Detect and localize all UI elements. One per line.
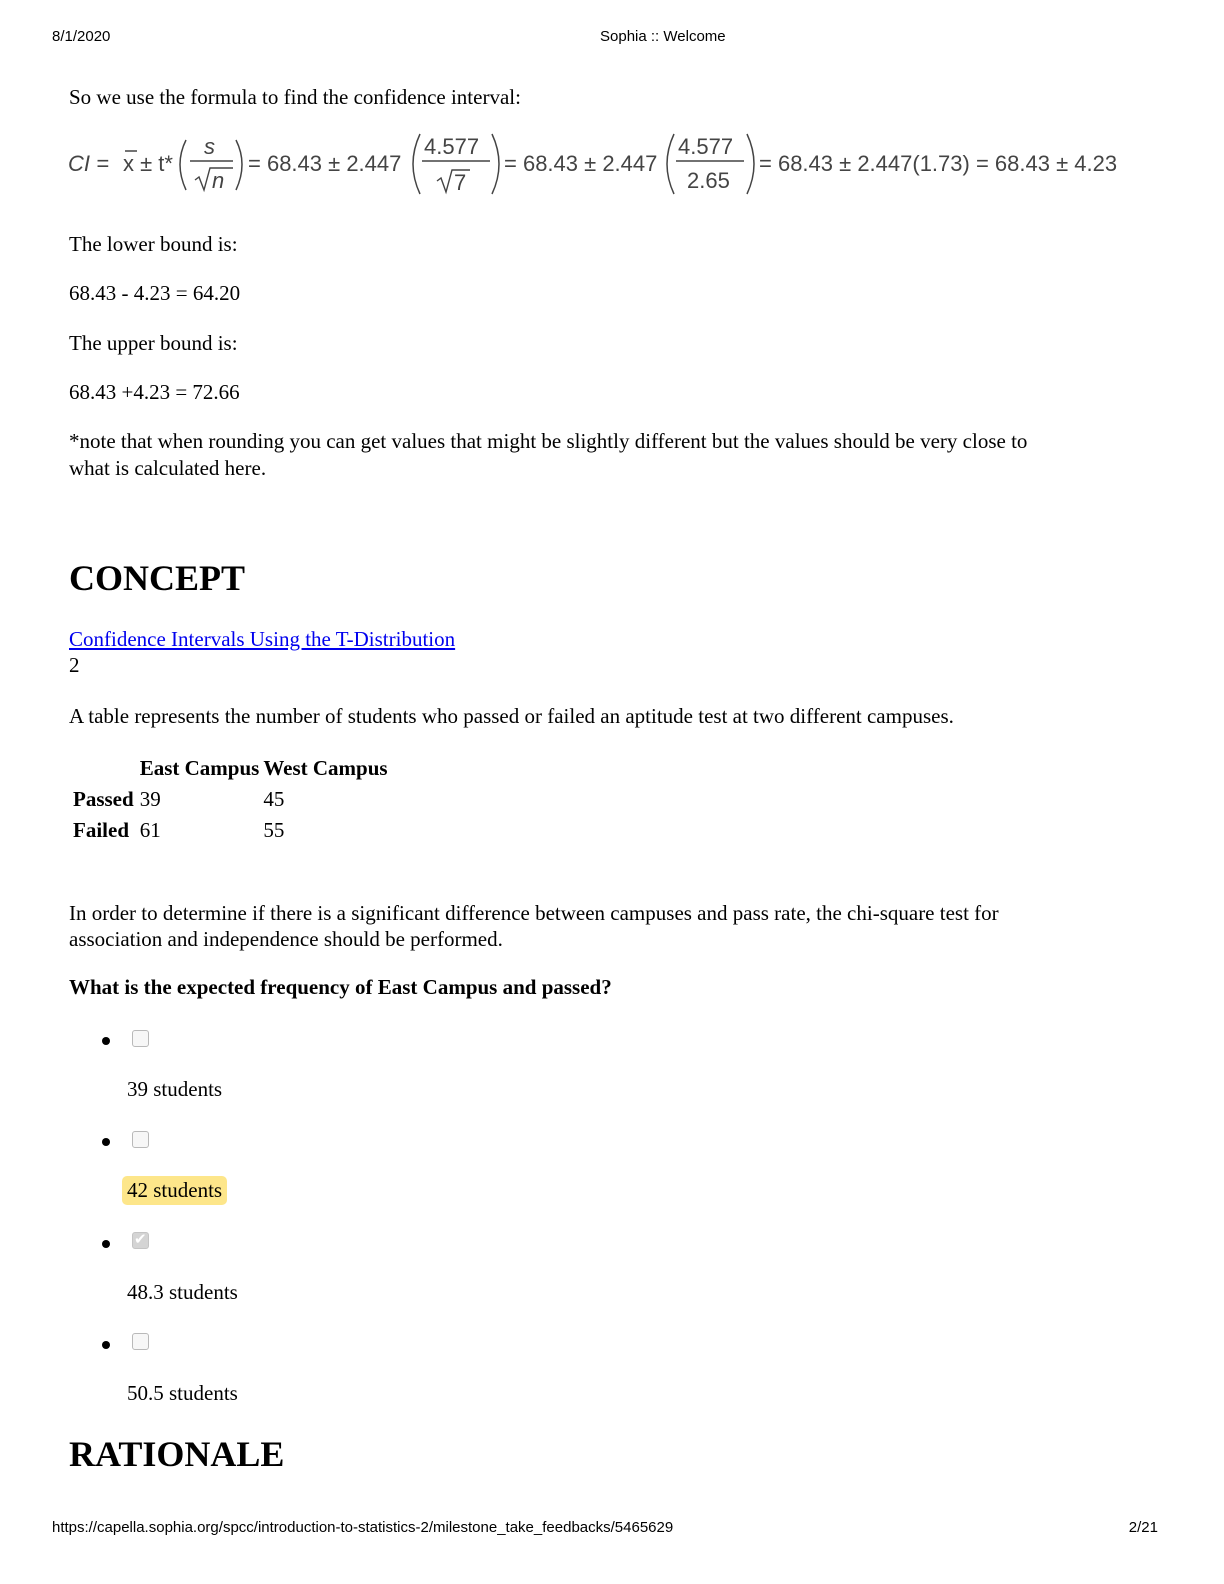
- row-label-failed: Failed: [73, 818, 129, 842]
- option-checkbox-2[interactable]: [132, 1131, 149, 1148]
- print-date: 8/1/2020: [52, 28, 111, 45]
- question-number: 2: [69, 653, 80, 677]
- svg-text:7: 7: [454, 170, 467, 195]
- option-label-1[interactable]: 39 students: [127, 1077, 223, 1101]
- row-label-passed: Passed: [73, 787, 134, 811]
- svg-text:4.577: 4.577: [424, 134, 480, 159]
- option-label-4[interactable]: 50.5 students: [127, 1381, 238, 1405]
- rounding-note-line-2: what is calculated here.: [69, 456, 267, 480]
- option-label-3[interactable]: 48.3 students: [127, 1280, 238, 1304]
- page-title: Sophia :: Welcome: [600, 28, 726, 45]
- upper-bound-calc: 68.43 +4.23 = 72.66: [69, 380, 240, 404]
- checkmark-icon: ✔: [134, 1230, 147, 1248]
- confidence-interval-formula: [68, 128, 1143, 200]
- campus-results-table: [71, 753, 390, 846]
- concept-heading: CONCEPT: [69, 558, 246, 598]
- cell-passed-west: 45: [263, 787, 285, 811]
- option-label-2-highlighted[interactable]: 42 students: [122, 1176, 227, 1205]
- table-header-corner: [71, 753, 138, 784]
- option-checkbox-3[interactable]: [132, 1232, 149, 1249]
- bullet-icon: [102, 1138, 110, 1146]
- page-url: https://capella.sophia.org/spcc/introduction-to-statistics-2/milestone_take_feedbacks/5465629: [52, 1519, 674, 1536]
- table-row: [71, 815, 390, 846]
- svg-text:= 68.43 ± 2.447: = 68.43 ± 2.447: [504, 151, 658, 176]
- table-header-east: East Campus: [139, 756, 260, 780]
- table-header-row: [71, 753, 390, 784]
- svg-text:= 68.43 ± 2.447: = 68.43 ± 2.447: [248, 151, 402, 176]
- context-line-1: In order to determine if there is a significant difference between campuses and pass rate, the chi-square test for: [69, 901, 999, 925]
- svg-text:s: s: [204, 134, 215, 159]
- bullet-icon: [102, 1240, 110, 1248]
- svg-text:x ± t*: x ± t*: [123, 151, 173, 176]
- lower-bound-calc: 68.43 - 4.23 = 64.20: [69, 281, 241, 305]
- upper-bound-label: The upper bound is:: [69, 331, 238, 355]
- table-row: [71, 784, 390, 815]
- option-checkbox-1[interactable]: [132, 1030, 149, 1047]
- rationale-heading: RATIONALE: [69, 1434, 285, 1474]
- page-number: 2/21: [1128, 1519, 1158, 1536]
- question-prompt: What is the expected frequency of East Campus and passed?: [69, 975, 612, 999]
- lower-bound-label: The lower bound is:: [69, 232, 238, 256]
- question-intro: A table represents the number of students who passed or failed an aptitude test at two different campuses.: [69, 704, 954, 728]
- svg-text:4.577: 4.577: [678, 134, 734, 159]
- context-line-2: association and independence should be performed.: [69, 927, 503, 951]
- option-checkbox-4[interactable]: [132, 1333, 149, 1350]
- cell-failed-west: 55: [263, 818, 285, 842]
- bullet-icon: [102, 1341, 110, 1349]
- formula-intro: So we use the formula to find the confidence interval:: [69, 85, 521, 109]
- svg-text:2.65: 2.65: [687, 168, 730, 193]
- cell-passed-east: 39: [139, 787, 161, 811]
- svg-text:= 68.43 ± 2.447(1.73) = 68.43: = 68.43 ± 2.447(1.73) = 68.43 ± 4.23: [759, 151, 1118, 176]
- svg-text:n: n: [212, 168, 225, 193]
- cell-failed-east: 61: [139, 818, 161, 842]
- bullet-icon: [102, 1037, 110, 1045]
- rounding-note-line-1: *note that when rounding you can get values that might be slightly different but the values should be very close to: [69, 429, 1028, 453]
- table-header-west: West Campus: [263, 756, 388, 780]
- svg-text:CI =: CI =: [68, 151, 109, 176]
- concept-link[interactable]: Confidence Intervals Using the T-Distribution: [69, 627, 456, 651]
